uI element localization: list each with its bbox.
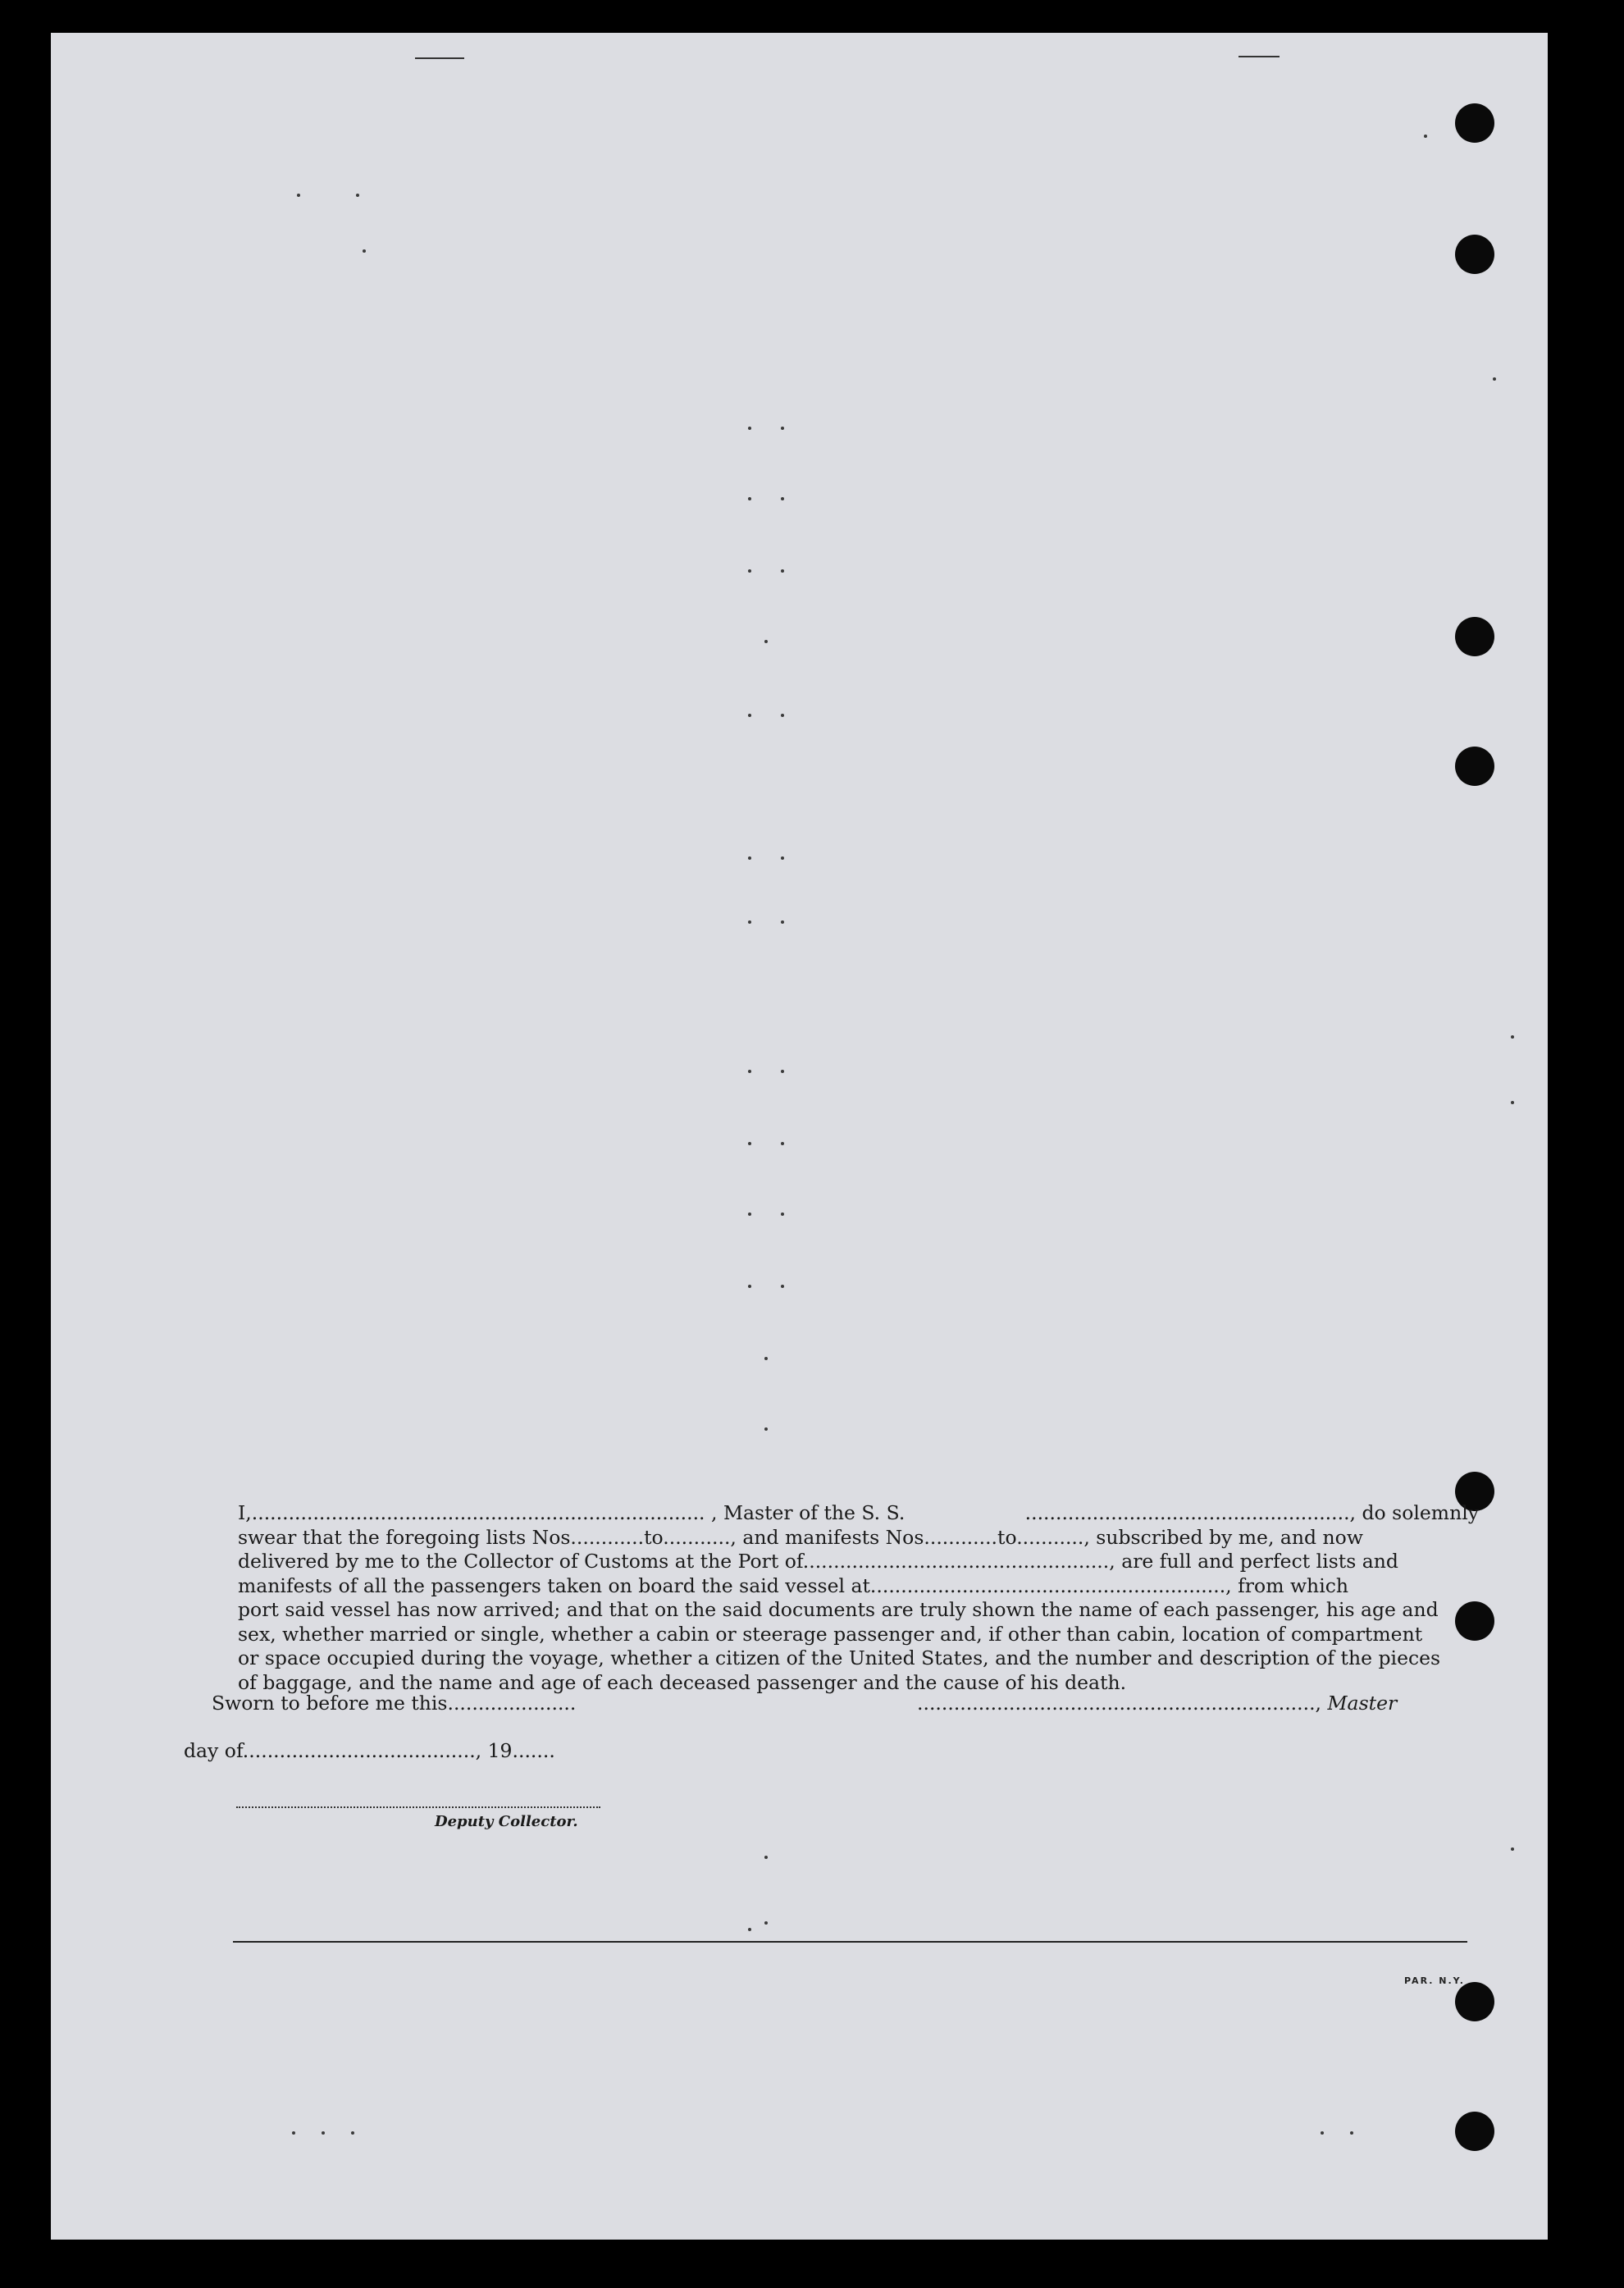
bleed-dot <box>748 1285 751 1288</box>
printer-mark: PAR. N.Y. <box>1404 1975 1465 1986</box>
manifest-page <box>51 33 1548 2240</box>
bleed-dot <box>748 427 751 430</box>
bleed-dot <box>781 1142 784 1145</box>
bleed-dot <box>1424 135 1427 138</box>
oath-line: port said vessel has now arrived; and that on the said documents are truly shown the name of each passenger, his age and <box>238 1598 1439 1621</box>
bleed-dot <box>1511 1035 1514 1039</box>
bleed-dot <box>1350 2131 1353 2135</box>
punch-hole <box>1455 617 1494 656</box>
bleed-dot <box>781 920 784 924</box>
master-label: Master <box>1327 1692 1398 1715</box>
bleed-dot <box>748 1928 751 1931</box>
edge-mark <box>415 57 464 59</box>
bleed-dot <box>764 1357 768 1360</box>
oath-line: of baggage, and the name and age of each deceased passenger and the cause of his death. <box>238 1670 1127 1694</box>
oath-line-1-left: I,.......................................................................... , Master of the S. S. <box>238 1501 906 1524</box>
punch-hole <box>1455 235 1494 274</box>
bleed-dot <box>748 497 751 500</box>
bleed-dot <box>363 249 366 253</box>
oath-line-1-right: ....................................................., do solemnly <box>1024 1501 1479 1524</box>
oath-line: delivered by me to the Collector of Customs at the Port of.................................................., are full and perfect lists and <box>238 1550 1398 1573</box>
bleed-dot <box>356 194 359 197</box>
bleed-dot <box>781 427 784 430</box>
bleed-dot <box>764 1856 768 1859</box>
oath-line: or space occupied during the voyage, whether a citizen of the United States, and the number and description of the pieces <box>238 1646 1441 1669</box>
bleed-dot <box>781 569 784 573</box>
punch-hole <box>1455 2112 1494 2151</box>
bleed-dot <box>297 194 300 197</box>
punch-hole <box>1455 103 1494 143</box>
bleed-dot <box>781 497 784 500</box>
oath-line: manifests of all the passengers taken on board the said vessel at.........................................................., from which <box>238 1573 1349 1597</box>
deputy-collector-label: Deputy Collector. <box>435 1813 578 1830</box>
oath-line: sex, whether married or single, whether a cabin or steerage passenger and, if other than cabin, location of compartment <box>238 1622 1423 1646</box>
punch-hole <box>1455 1982 1494 2021</box>
bleed-dot <box>781 714 784 717</box>
bleed-dot <box>322 2131 325 2135</box>
bleed-dot <box>764 640 768 643</box>
bleed-dot <box>764 1921 768 1925</box>
bleed-dot <box>748 1213 751 1216</box>
day-of-line <box>184 1739 555 1762</box>
bleed-dot <box>781 1285 784 1288</box>
bleed-dot <box>748 920 751 924</box>
bleed-dot <box>292 2131 295 2135</box>
edge-mark <box>1239 56 1280 57</box>
oath-paragraph <box>238 1501 1479 1695</box>
bleed-dot <box>748 569 751 573</box>
master-signature-line <box>917 1692 1397 1715</box>
sworn-before-text: Sworn to before me this..................... <box>212 1692 577 1715</box>
oath-line: swear that the foregoing lists Nos............to..........., and manifests Nos............to..........., subscribed by me, and now <box>238 1525 1363 1549</box>
bleed-dot <box>1511 1847 1514 1851</box>
bleed-dot <box>781 1213 784 1216</box>
bottom-rule <box>233 1941 1467 1943</box>
bleed-dot <box>781 1070 784 1073</box>
bleed-dot <box>1321 2131 1324 2135</box>
sworn-before-line <box>212 1692 576 1715</box>
bleed-dot <box>351 2131 354 2135</box>
oath-line <box>238 1501 1479 1526</box>
bleed-dot <box>781 856 784 860</box>
master-dots: ................................................................., <box>917 1692 1328 1715</box>
deputy-signature-line <box>236 1806 600 1808</box>
day-of-text: day of......................................, 19....... <box>184 1739 555 1762</box>
bleed-dot <box>1493 377 1496 381</box>
bleed-dot <box>1511 1101 1514 1104</box>
bleed-dot <box>748 1070 751 1073</box>
bleed-dot <box>748 714 751 717</box>
punch-hole <box>1455 747 1494 786</box>
bleed-dot <box>764 1427 768 1431</box>
bleed-dot <box>748 1142 751 1145</box>
bleed-dot <box>748 856 751 860</box>
